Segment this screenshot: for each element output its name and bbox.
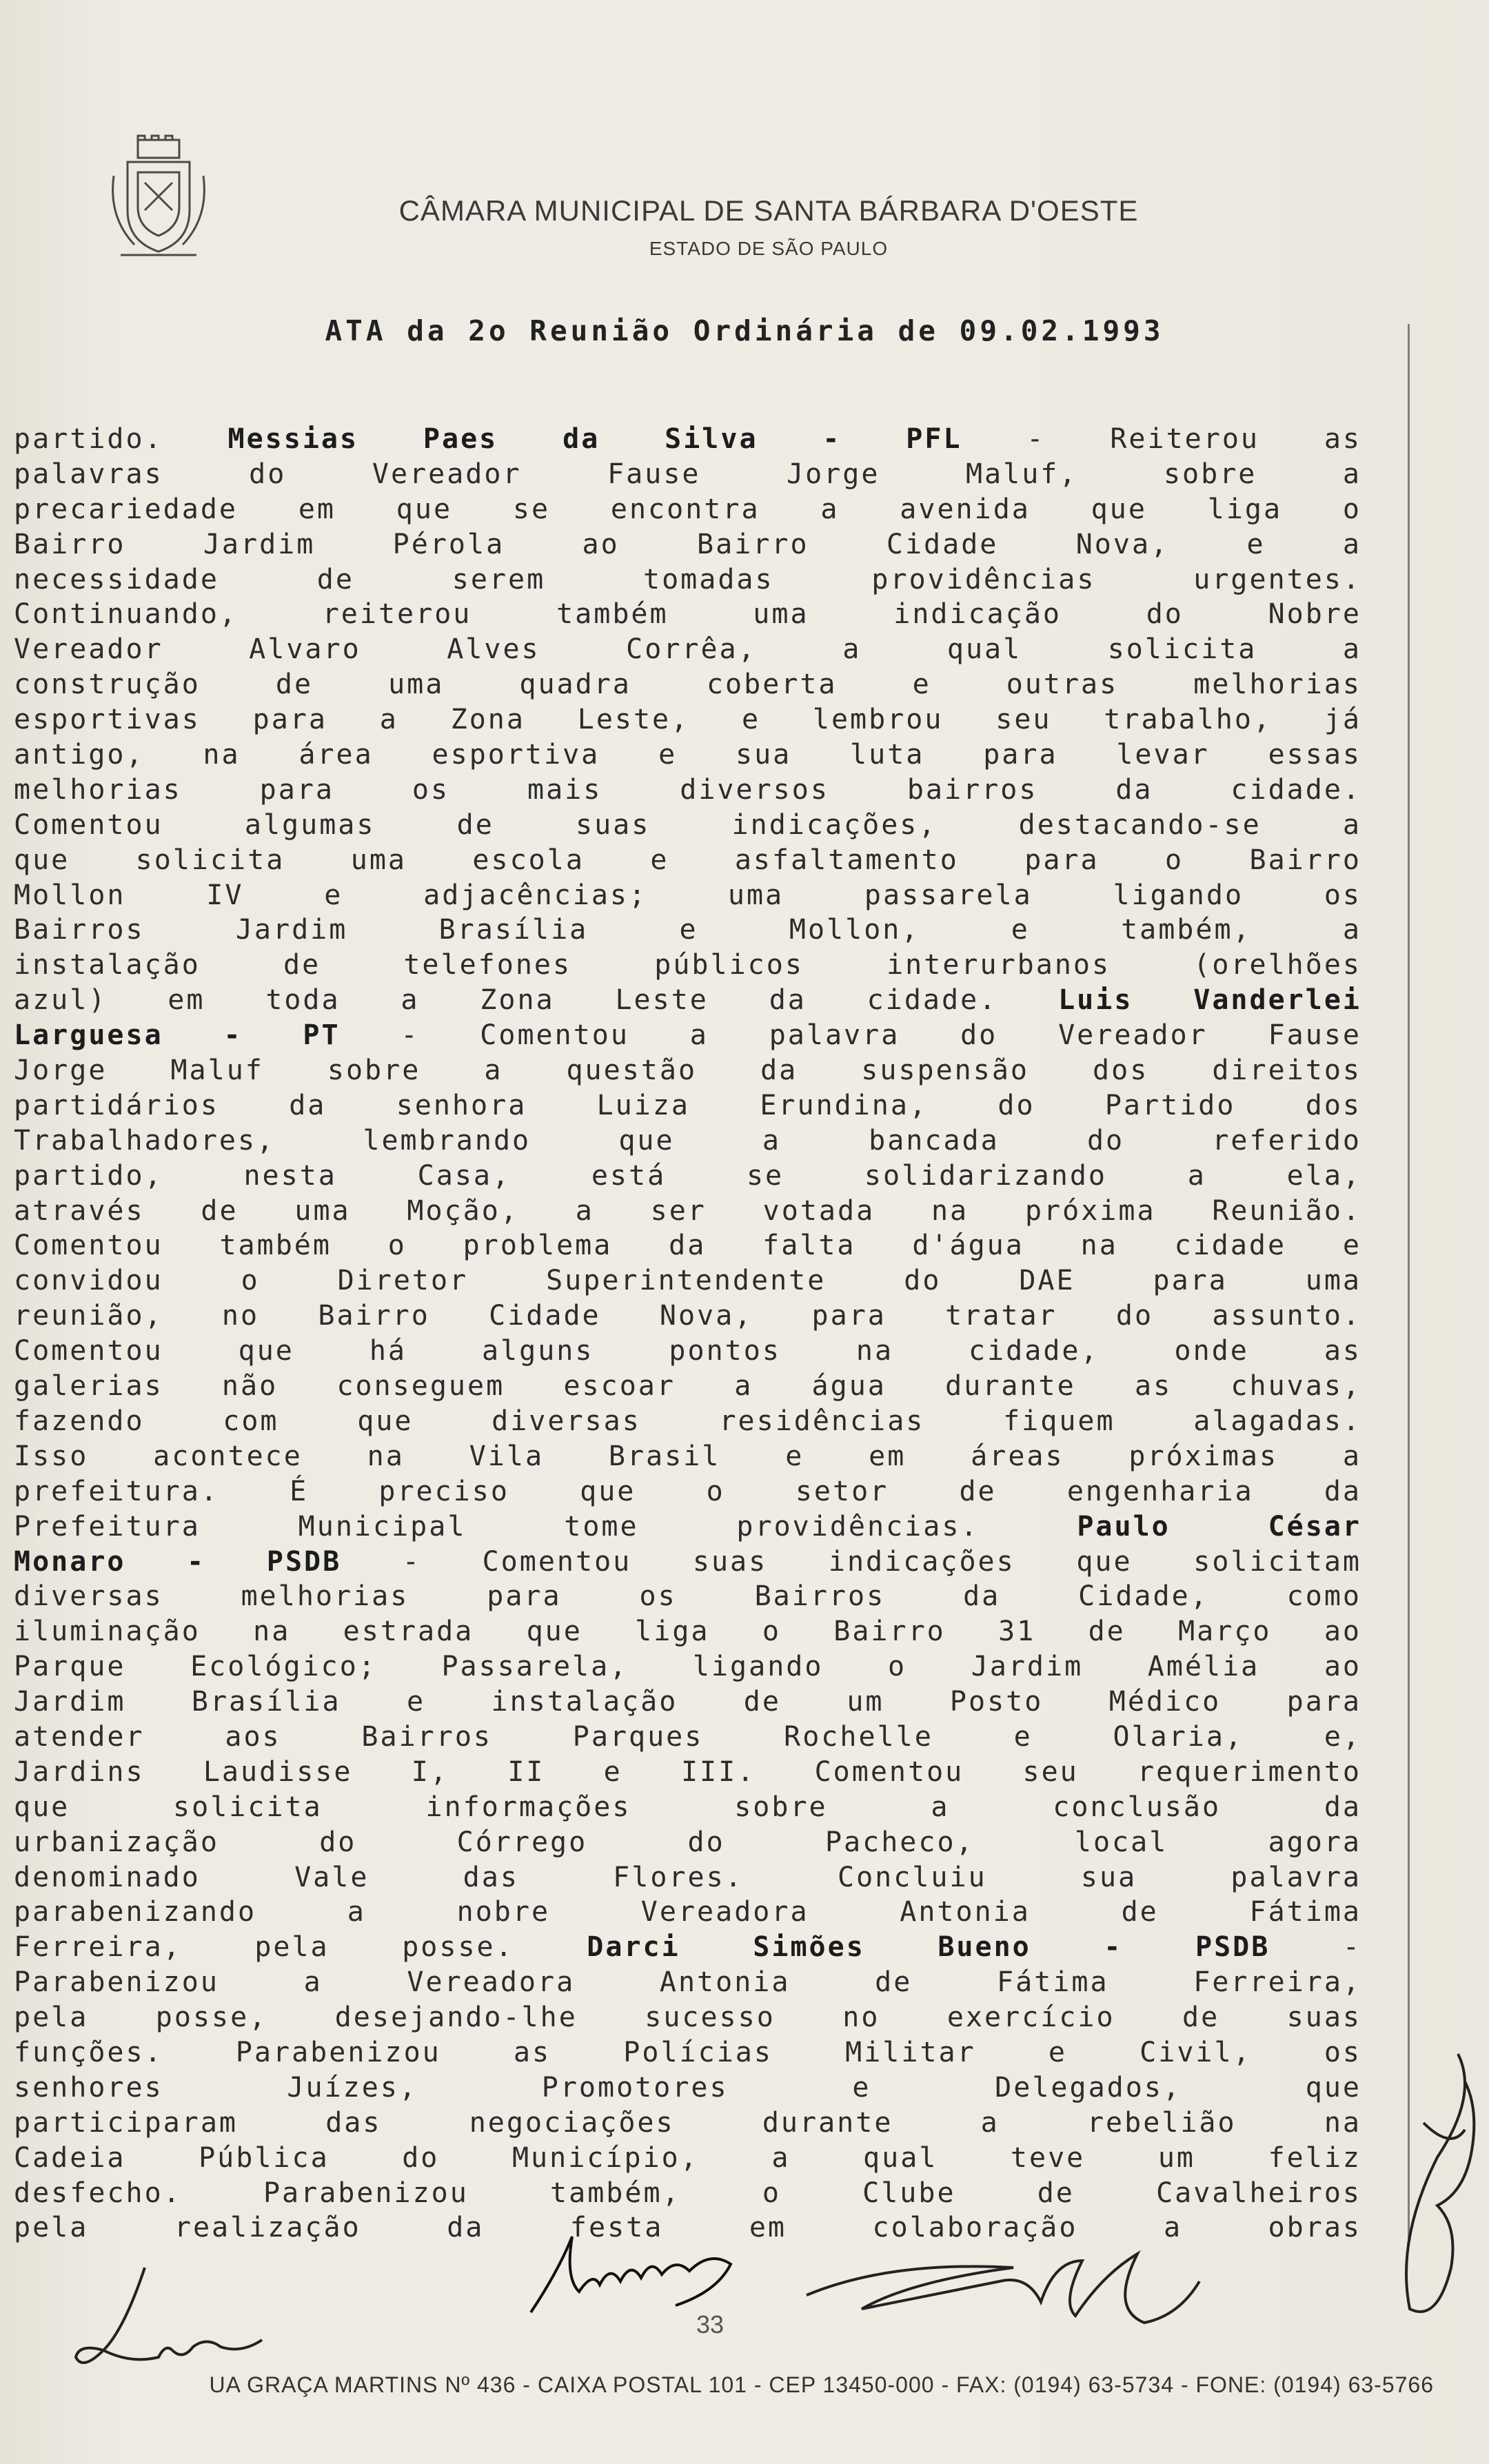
body-text-segment: fazendo com que diversas residências fiquem alagadas. [14,1405,1361,1437]
body-line [14,2141,1361,2176]
signature-right [793,2233,1220,2343]
body-text-segment: atender aos Bairros Parques Rochelle e Olaria, e, [14,1720,1361,1753]
body-text-segment: Parabenizou a Vereadora Antonia de Fátima Ferreira, [14,1966,1361,1999]
body-text-segment: Trabalhadores, lembrando que a bancada do referido [14,1124,1361,1157]
body-line [14,1439,1361,1474]
body-line [14,597,1361,632]
body-text-segment: precariedade em que se encontra a avenida que liga o [14,493,1361,525]
body-text-segment: pela realização da festa em colaboração a obras [14,2212,1361,2244]
speaker-name: Darci Simões Bueno - PSDB [587,1931,1270,1964]
body-line [14,1228,1361,1263]
body-line [14,1509,1361,1545]
body-text-segment: - [1270,1931,1361,1964]
body-text-segment: esportivas para a Zona Leste, e lembrou seu trabalho, já [14,704,1361,736]
body-text-segment: Ferreira, pela posse. [14,1931,587,1964]
body-text-segment: galerias não conseguem escoar a água durante as chuvas, [14,1370,1361,1403]
body-text-segment: Comentou também o problema da falta d'água na cidade e [14,1230,1361,1262]
body-line [14,1369,1361,1404]
body-text-segment: senhores Juízes, Promotores e Delegados, que [14,2071,1361,2104]
body-line [14,422,1361,457]
body-text-segment: necessidade de serem tomadas providências urgentes. [14,563,1361,595]
body-text-segment: parabenizando a nobre Vereadora Antonia de Fátima [14,1896,1361,1928]
body-line [14,492,1361,527]
body-line [14,1299,1361,1334]
body-line [14,2035,1361,2070]
margin-rule [1408,324,1410,2240]
body-text-segment: melhorias para os mais diversos bairros da cidade. [14,773,1361,806]
body-text-segment: Jardins Laudisse I, II e III. Comentou seu requerimento [14,1755,1361,1788]
body-line [14,1614,1361,1649]
body-line [14,737,1361,773]
body-line [14,457,1361,492]
body-line [14,1334,1361,1369]
page-number: 33 [696,2310,725,2339]
body-text-segment: urbanização do Córrego do Pacheco, local agora [14,1826,1361,1858]
body-text-segment: convidou o Diretor Superintendente do DAE para uma [14,1265,1361,1297]
body-text-segment: iluminação na estrada que liga o Bairro 31 de Março ao [14,1616,1361,1648]
body-text-segment: Comentou que há alguns pontos na cidade, onde as [14,1335,1361,1367]
body-line [14,632,1361,667]
signature-margin [1361,2040,1486,2350]
body-text-segment: Bairro Jardim Pérola ao Bairro Cidade Nova, e a [14,528,1361,560]
body-text-segment: que solicita informações sobre a conclusão da [14,1791,1361,1823]
body-text-segment: Parque Ecológico; Passarela, ligando o Jardim Amélia ao [14,1651,1361,1683]
body-line [14,1895,1361,1930]
body-text-segment: partidários da senhora Luiza Erundina, do Partido dos [14,1089,1361,1121]
body-text-segment: partido, nesta Casa, está se solidarizando a ela, [14,1159,1361,1192]
body-text-segment: reunião, no Bairro Cidade Nova, para tratar do assunto. [14,1300,1361,1332]
institution-title: CÂMARA MUNICIPAL DE SANTA BÁRBARA D'OESTE [398,194,1139,227]
body-text-segment: funções. Parabenizou as Polícias Militar e Civil, os [14,2036,1361,2068]
speaker-name: Messias Paes da Silva - PFL [227,423,962,455]
body-line [14,878,1361,913]
body-text-segment: Prefeitura Municipal tome providências. [14,1510,1077,1542]
body-line [14,1263,1361,1299]
body-line [14,1720,1361,1755]
body-line [14,1684,1361,1720]
body-line [14,2176,1361,2211]
body-line [14,667,1361,702]
body-line [14,1474,1361,1509]
minutes-title: ATA da 2o Reunião Ordinária de 09.02.1993 [325,314,1164,347]
body-line [14,2000,1361,2035]
body-line [14,843,1361,878]
body-line [14,702,1361,737]
body-line [14,2070,1361,2106]
body-text-segment: que solicita uma escola e asfaltamento para o Bairro [14,844,1361,876]
body-line [14,1088,1361,1123]
speaker-name: Monaro - PSDB [14,1545,342,1578]
body-text-segment: antigo, na área esportiva e sua luta para levar essas [14,739,1361,771]
body-text-segment: Comentou algumas de suas indicações, destacando-se a [14,808,1361,841]
body-line [14,1018,1361,1053]
body-line [14,773,1361,808]
body-text-segment: instalação de telefones públicos interurbanos (orelhões [14,949,1361,981]
body-line [14,913,1361,948]
body-text-segment: Isso acontece na Vila Brasil e em áreas próximas a [14,1440,1361,1472]
body-line [14,948,1361,983]
body-text-segment: diversas melhorias para os Bairros da Cidade, como [14,1580,1361,1613]
body-line [14,808,1361,843]
body-line [14,983,1361,1018]
body-text-segment: através de uma Moção, a ser votada na próxima Reunião. [14,1194,1361,1227]
body-line [14,562,1361,598]
minutes-body [14,422,1361,2246]
body-line [14,1965,1361,2000]
body-text-segment: - Comentou a palavra do Vereador Fause [340,1019,1361,1052]
body-line [14,1404,1361,1439]
body-line [14,2106,1361,2141]
body-text-segment: denominado Vale das Flores. Concluiu sua palavra [14,1861,1361,1893]
body-text-segment: partido. [14,423,228,455]
body-text-segment: Cadeia Pública do Município, a qual teve um feliz [14,2141,1361,2174]
body-line [14,1790,1361,1825]
state-subtitle: ESTADO DE SÃO PAULO [649,238,889,259]
body-text-segment: pela posse, desejando-lhe sucesso no exercício de suas [14,2002,1361,2034]
signature-center [524,2223,813,2326]
body-text-segment: participaram das negociações durante a rebelião na [14,2106,1361,2139]
footer-address: UA GRAÇA MARTINS Nº 436 - CAIXA POSTAL 101 - CEP 13450-000 - FAX: (0194) 63-5734 - FONE: (0194) 63-5766 [209,2372,1434,2397]
body-text-segment: palavras do Vereador Fause Jorge Maluf, sobre a [14,458,1361,490]
body-text-segment: desfecho. Parabenizou também, o Clube de Cavalheiros [14,2177,1361,2209]
body-text-segment: Bairros Jardim Brasília e Mollon, e também, a [14,914,1361,946]
body-text-segment: - Reiterou as [962,423,1361,455]
body-text-segment: prefeitura. É preciso que o setor de engenharia da [14,1475,1361,1507]
body-line [14,1123,1361,1159]
body-line [14,527,1361,562]
body-text-segment: Jorge Maluf sobre a questão da suspensão dos direitos [14,1055,1361,1087]
body-line [14,1755,1361,1790]
body-line [14,1053,1361,1088]
speaker-name: Luis Vanderlei [1058,984,1361,1017]
body-line [14,1930,1361,1965]
body-text-segment: Mollon IV e adjacências; uma passarela ligando os [14,879,1361,911]
body-line [14,1159,1361,1194]
signature-left [41,2254,290,2385]
body-text-segment: - Comentou suas indicações que solicitam [341,1545,1361,1578]
body-line [14,1545,1361,1580]
body-line [14,1579,1361,1614]
body-line [14,1194,1361,1229]
body-text-segment: Vereador Alvaro Alves Corrêa, a qual solicita a [14,633,1361,666]
speaker-name: Larguesa - PT [14,1019,341,1052]
body-text-segment: Continuando, reiterou também uma indicação do Nobre [14,598,1361,631]
body-text-segment: Jardim Brasília e instalação de um Posto Médico para [14,1686,1361,1718]
body-line [14,1825,1361,1860]
body-line [14,1860,1361,1895]
body-line [14,1649,1361,1684]
body-text-segment: azul) em toda a Zona Leste da cidade. [14,984,1059,1017]
speaker-name: Paulo César [1077,1510,1361,1542]
body-text-segment: construção de uma quadra coberta e outras melhorias [14,669,1361,701]
